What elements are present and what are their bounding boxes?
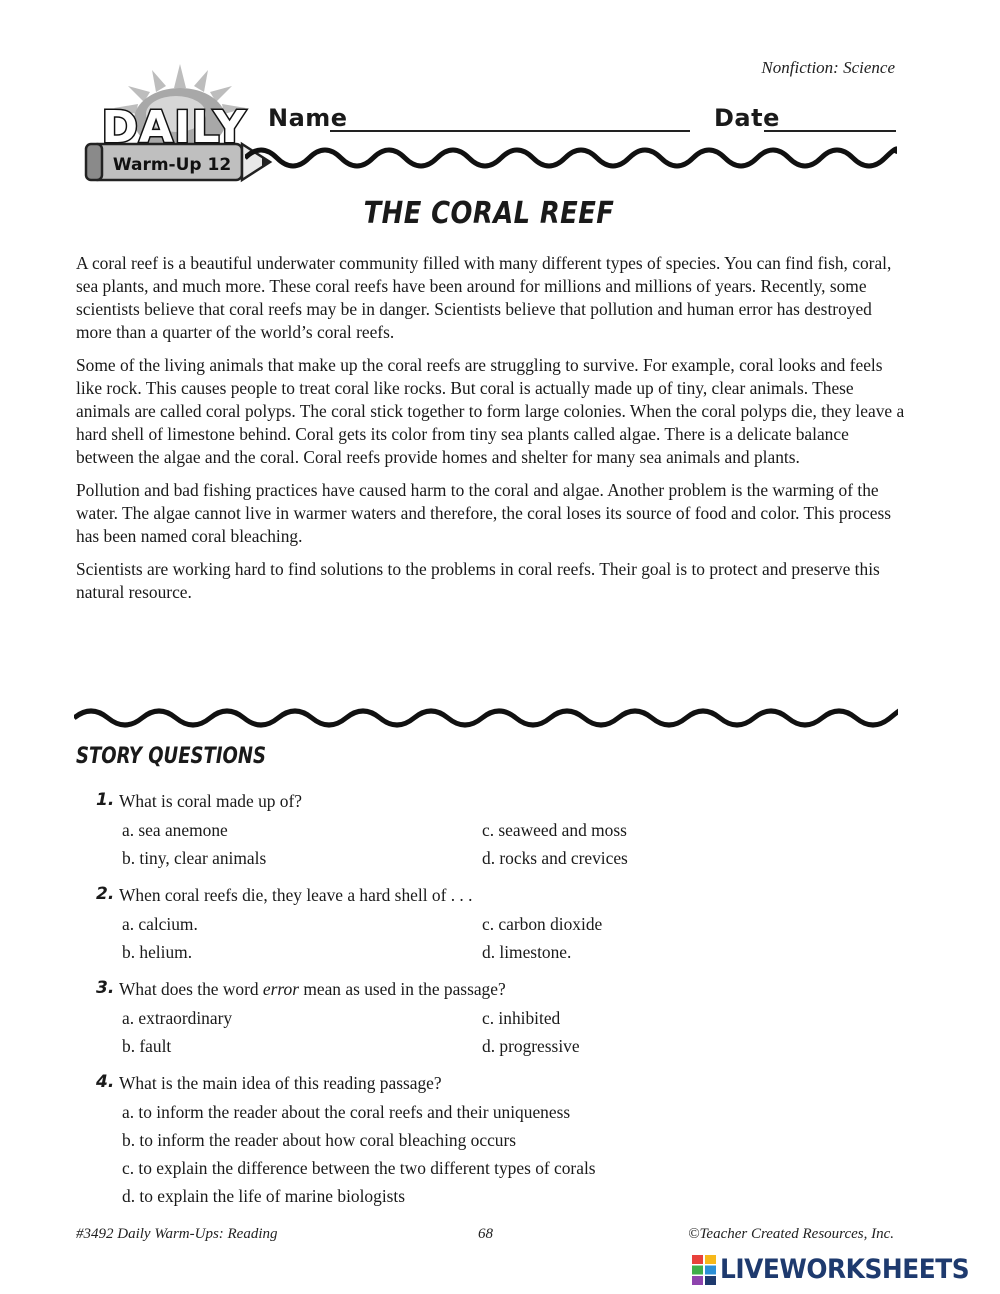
- questions-list: [96, 790, 896, 1222]
- logo-subtitle: Warm-Up 12: [112, 155, 232, 175]
- question-number: 1.: [96, 790, 115, 810]
- question-number: 3.: [96, 978, 115, 998]
- question-number: 4.: [96, 1072, 115, 1092]
- name-field[interactable]: [330, 130, 690, 132]
- wave-divider-top: [245, 140, 897, 174]
- answer-option[interactable]: a. calcium.: [122, 914, 198, 934]
- answer-option[interactable]: a. to inform the reader about the coral reefs and their uniqueness: [122, 1102, 571, 1122]
- liveworksheets-brand: [692, 1254, 992, 1286]
- question-3: [96, 978, 896, 1062]
- question-text: What does the word error mean as used in the passage?: [119, 979, 506, 999]
- answer-option[interactable]: c. to explain the difference between the two different types of corals: [122, 1158, 596, 1178]
- date-label: Date: [714, 104, 780, 132]
- answer-option[interactable]: d. limestone.: [482, 942, 572, 962]
- answer-option[interactable]: d. to explain the life of marine biologists: [122, 1186, 406, 1206]
- answer-option[interactable]: b. tiny, clear animals: [122, 848, 267, 868]
- page-footer: [76, 1226, 894, 1248]
- question-text: What is coral made up of?: [119, 791, 303, 811]
- question-2: [96, 884, 896, 968]
- date-field[interactable]: [764, 130, 896, 132]
- emphasized-word: error: [262, 979, 299, 999]
- logo-word: DAILY: [101, 102, 247, 153]
- answer-option[interactable]: d. progressive: [482, 1036, 580, 1056]
- question-number: 2.: [96, 884, 115, 904]
- passage-paragraph: A coral reef is a beautiful underwater community filled with many different types of species. You can find fish, coral, sea plants, and much more. These coral reefs have been around for millions and millions of years. Recently, some scientists believe that coral reefs may be in danger. Scientists believe that pollution and human error has destroyed more than a quarter of the world’s coral reefs.: [76, 253, 892, 342]
- answer-option[interactable]: c. seaweed and moss: [482, 820, 627, 840]
- answer-option[interactable]: c. inhibited: [482, 1008, 561, 1028]
- question-4: [96, 1072, 896, 1212]
- page-title: THE CORAL REEF: [363, 196, 615, 231]
- answer-option[interactable]: a. sea anemone: [122, 820, 228, 840]
- answer-option[interactable]: d. rocks and crevices: [482, 848, 628, 868]
- liveworksheets-logo-icon: [692, 1255, 716, 1285]
- footer-book-title: #3492 Daily Warm-Ups: Reading: [76, 1226, 278, 1242]
- footer-copyright: ©Teacher Created Resources, Inc.: [688, 1226, 894, 1242]
- question-1: [96, 790, 896, 874]
- page-number: 68: [478, 1226, 493, 1242]
- passage-paragraph: Scientists are working hard to find solutions to the problems in coral reefs. Their goal is to protect and preserve this natural resource.: [76, 559, 880, 602]
- answer-option[interactable]: b. to inform the reader about how coral bleaching occurs: [122, 1130, 517, 1150]
- answer-option[interactable]: b. helium.: [122, 942, 193, 962]
- name-date-row: [268, 100, 896, 140]
- passage-paragraph: Some of the living animals that make up the coral reefs are struggling to survive. For example, coral looks and feels like rock. This causes people to treat coral like rocks. But coral is actually made up of tiny, clear animals. These animals are called coral polyps. The coral stick together to form large colonies. When the coral polyps die, they leave a hard shell of limestone behind. Coral gets its color from tiny sea plants called algae. There is a delicate balance between the algae and the coral. Coral reefs provide homes and shelter for many sea animals and plants.: [76, 355, 905, 467]
- answer-option[interactable]: a. extraordinary: [122, 1008, 233, 1028]
- answer-option[interactable]: b. fault: [122, 1036, 172, 1056]
- name-label: Name: [268, 104, 348, 132]
- story-questions-title: STORY QUESTIONS: [76, 744, 266, 769]
- answer-option[interactable]: c. carbon dioxide: [482, 914, 603, 934]
- liveworksheets-wordmark: LIVEWORKSHEETS: [720, 1254, 970, 1285]
- category-label: Nonfiction: Science: [761, 58, 895, 77]
- wave-divider-middle: [74, 702, 898, 734]
- question-text: What is the main idea of this reading passage?: [119, 1073, 442, 1093]
- question-text: When coral reefs die, they leave a hard shell of . . .: [119, 885, 473, 905]
- passage-paragraph: Pollution and bad fishing practices have caused harm to the coral and algae. Another problem is the warming of the water. The algae cannot live in warmer waters and therefore, the coral loses its source of food and color. This process has been named coral bleaching.: [76, 480, 891, 546]
- reading-passage: [76, 252, 906, 614]
